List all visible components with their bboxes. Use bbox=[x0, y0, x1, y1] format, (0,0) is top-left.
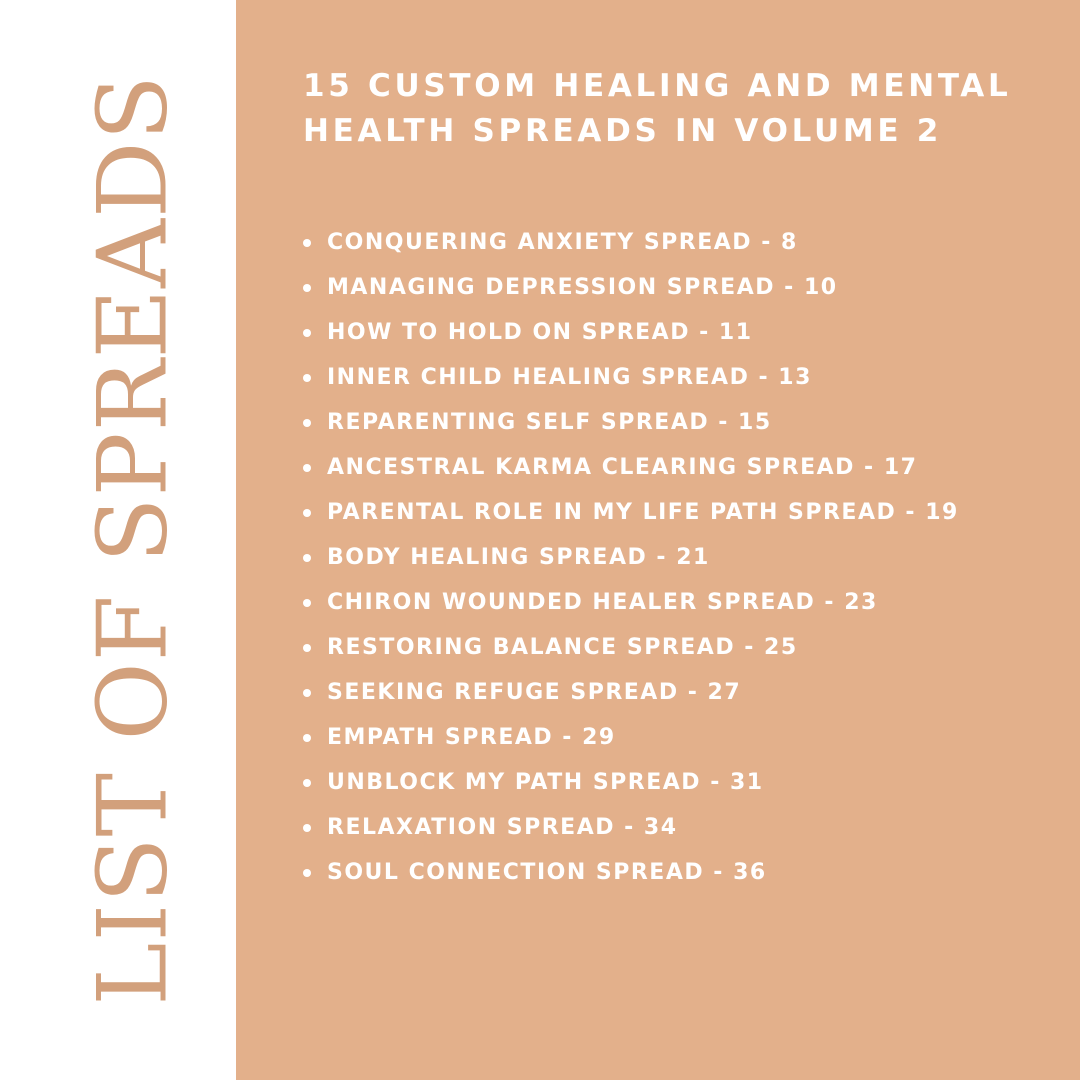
list-item bbox=[303, 445, 959, 490]
page-heading bbox=[303, 64, 1063, 154]
side-title: LIST OF SPREADS bbox=[77, 74, 189, 1006]
bullet-icon bbox=[303, 599, 311, 607]
list-item bbox=[303, 265, 959, 310]
list-item bbox=[303, 715, 959, 760]
bullet-icon bbox=[303, 419, 311, 427]
list-item-label: BODY HEALING SPREAD - 21 bbox=[327, 545, 710, 570]
list-item bbox=[303, 625, 959, 670]
list-item bbox=[303, 535, 959, 580]
list-item-label: PARENTAL ROLE IN MY LIFE PATH SPREAD - 19 bbox=[327, 500, 959, 525]
list-item bbox=[303, 580, 959, 625]
bullet-icon bbox=[303, 329, 311, 337]
list-item bbox=[303, 850, 959, 895]
bullet-icon bbox=[303, 554, 311, 562]
list-item-label: CHIRON WOUNDED HEALER SPREAD - 23 bbox=[327, 590, 878, 615]
list-item-label: ANCESTRAL KARMA CLEARING SPREAD - 17 bbox=[327, 455, 918, 480]
right-panel bbox=[236, 0, 1080, 1080]
list-item bbox=[303, 220, 959, 265]
bullet-icon bbox=[303, 509, 311, 517]
spread-list bbox=[303, 220, 959, 895]
list-item-label: MANAGING DEPRESSION SPREAD - 10 bbox=[327, 275, 838, 300]
list-item-label: RESTORING BALANCE SPREAD - 25 bbox=[327, 635, 798, 660]
list-item-label: SEEKING REFUGE SPREAD - 27 bbox=[327, 680, 742, 705]
list-item-label: HOW TO HOLD ON SPREAD - 11 bbox=[327, 320, 753, 345]
list-item-label: UNBLOCK MY PATH SPREAD - 31 bbox=[327, 770, 764, 795]
list-item-label: INNER CHILD HEALING SPREAD - 13 bbox=[327, 365, 812, 390]
bullet-icon bbox=[303, 689, 311, 697]
list-item-label: CONQUERING ANXIETY SPREAD - 8 bbox=[327, 230, 798, 255]
list-item bbox=[303, 805, 959, 850]
list-item-label: REPARENTING SELF SPREAD - 15 bbox=[327, 410, 772, 435]
bullet-icon bbox=[303, 284, 311, 292]
bullet-icon bbox=[303, 374, 311, 382]
list-item bbox=[303, 670, 959, 715]
list-item-label: RELAXATION SPREAD - 34 bbox=[327, 815, 678, 840]
heading-line-2: HEALTH SPREADS IN VOLUME 2 bbox=[303, 113, 943, 149]
list-item-label: EMPATH SPREAD - 29 bbox=[327, 725, 616, 750]
left-panel bbox=[0, 0, 236, 1080]
bullet-icon bbox=[303, 824, 311, 832]
list-item bbox=[303, 760, 959, 805]
list-item-label: SOUL CONNECTION SPREAD - 36 bbox=[327, 860, 767, 885]
bullet-icon bbox=[303, 644, 311, 652]
list-item bbox=[303, 310, 959, 355]
bullet-icon bbox=[303, 779, 311, 787]
bullet-icon bbox=[303, 734, 311, 742]
list-item bbox=[303, 355, 959, 400]
list-item bbox=[303, 490, 959, 535]
bullet-icon bbox=[303, 464, 311, 472]
list-item bbox=[303, 400, 959, 445]
heading-line-1: 15 CUSTOM HEALING AND MENTAL bbox=[303, 68, 1012, 104]
bullet-icon bbox=[303, 239, 311, 247]
bullet-icon bbox=[303, 869, 311, 877]
